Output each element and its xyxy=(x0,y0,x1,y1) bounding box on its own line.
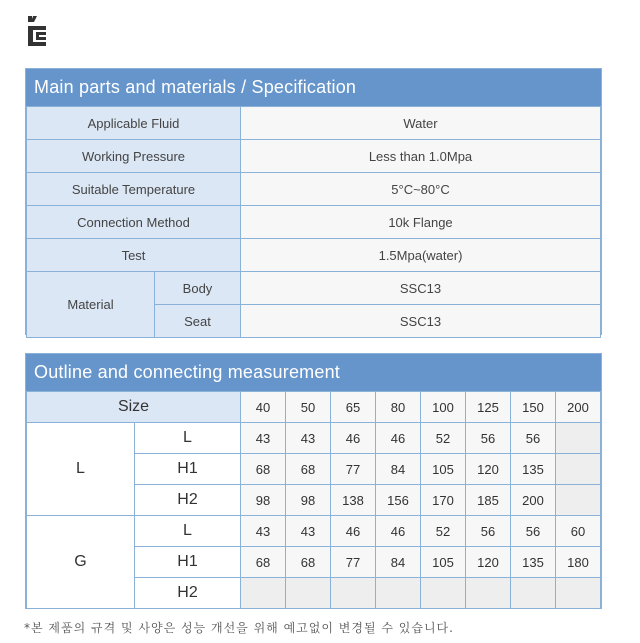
material-label: Material xyxy=(27,272,155,338)
measurement-value: 46 xyxy=(376,516,421,547)
measurement-value: 185 xyxy=(466,485,511,516)
measurement-value: 138 xyxy=(331,485,376,516)
measurement-value: 68 xyxy=(286,547,331,578)
spec-label: Connection Method xyxy=(27,206,241,239)
dimension-label: H2 xyxy=(135,485,241,516)
measurement-value: 43 xyxy=(286,423,331,454)
dimension-label: L xyxy=(135,423,241,454)
measurement-value: 120 xyxy=(466,547,511,578)
measurement-value: 77 xyxy=(331,547,376,578)
dimension-label: H1 xyxy=(135,547,241,578)
spec-label: Working Pressure xyxy=(27,140,241,173)
spec-label: Applicable Fluid xyxy=(27,107,241,140)
measurement-value xyxy=(331,578,376,609)
measurement-value: 46 xyxy=(376,423,421,454)
measurement-value xyxy=(556,454,601,485)
spec-row xyxy=(27,272,601,305)
spec-value: 10k Flange xyxy=(241,206,601,239)
measurement-value: 77 xyxy=(331,454,376,485)
spec-row xyxy=(27,239,601,272)
size-value: 50 xyxy=(286,392,331,423)
size-value: 150 xyxy=(511,392,556,423)
size-label: Size xyxy=(27,392,241,423)
specification-table xyxy=(25,68,602,335)
measurement-value: 84 xyxy=(376,454,421,485)
measurement-value xyxy=(556,423,601,454)
measurement-value: 56 xyxy=(466,423,511,454)
measurement-value: 170 xyxy=(421,485,466,516)
measurement-value: 46 xyxy=(331,423,376,454)
group-label: G xyxy=(27,516,135,609)
measurement-value: 52 xyxy=(421,423,466,454)
measurement-value: 43 xyxy=(241,516,286,547)
spec-row xyxy=(27,206,601,239)
measurement-value: 84 xyxy=(376,547,421,578)
dimension-label: H2 xyxy=(135,578,241,609)
size-value: 65 xyxy=(331,392,376,423)
measurement-value: 135 xyxy=(511,547,556,578)
spec-value: Water xyxy=(241,107,601,140)
kc-certification-mark xyxy=(26,12,48,52)
measurement-value xyxy=(376,578,421,609)
measurement-value: 68 xyxy=(286,454,331,485)
measurement-value: 120 xyxy=(466,454,511,485)
spec-value: 5°C~80°C xyxy=(241,173,601,206)
measurement-value: 43 xyxy=(241,423,286,454)
measurement-row xyxy=(27,516,601,547)
measurement-value: 98 xyxy=(286,485,331,516)
spec-row xyxy=(27,107,601,140)
measurement-value: 60 xyxy=(556,516,601,547)
spec-value: Less than 1.0Mpa xyxy=(241,140,601,173)
measurement-value: 180 xyxy=(556,547,601,578)
specification-title: Main parts and materials / Specification xyxy=(26,69,601,106)
measurement-value xyxy=(556,578,601,609)
footnote: *본 제품의 규격 및 사양은 성능 개선을 위해 예고없이 변경될 수 있습니다. xyxy=(24,621,454,635)
measurement-value: 46 xyxy=(331,516,376,547)
spec-label: Suitable Temperature xyxy=(27,173,241,206)
material-part-value: SSC13 xyxy=(241,305,601,338)
measurement-value: 135 xyxy=(511,454,556,485)
measurement-value: 68 xyxy=(241,547,286,578)
measurement-value: 68 xyxy=(241,454,286,485)
size-value: 200 xyxy=(556,392,601,423)
measurement-value xyxy=(286,578,331,609)
group-label: L xyxy=(27,423,135,516)
size-value: 40 xyxy=(241,392,286,423)
measurement-value xyxy=(421,578,466,609)
measurement-value: 98 xyxy=(241,485,286,516)
measurement-value: 56 xyxy=(511,516,556,547)
measurement-value: 56 xyxy=(511,423,556,454)
spec-label: Test xyxy=(27,239,241,272)
measurement-value: 43 xyxy=(286,516,331,547)
measurement-value xyxy=(466,578,511,609)
measurement-value xyxy=(241,578,286,609)
measurement-value xyxy=(556,485,601,516)
measurement-value: 156 xyxy=(376,485,421,516)
outline-measurement-table xyxy=(25,353,602,609)
dimension-label: H1 xyxy=(135,454,241,485)
measurement-value xyxy=(511,578,556,609)
material-part-label: Seat xyxy=(155,305,241,338)
measurement-value: 105 xyxy=(421,454,466,485)
measurement-value: 52 xyxy=(421,516,466,547)
material-part-label: Body xyxy=(155,272,241,305)
spec-row xyxy=(27,140,601,173)
dimension-label: L xyxy=(135,516,241,547)
size-header-row xyxy=(27,392,601,423)
size-value: 100 xyxy=(421,392,466,423)
measurement-value: 56 xyxy=(466,516,511,547)
outline-title: Outline and connecting measurement xyxy=(26,354,601,391)
measurement-value: 200 xyxy=(511,485,556,516)
spec-value: 1.5Mpa(water) xyxy=(241,239,601,272)
measurement-value: 105 xyxy=(421,547,466,578)
size-value: 125 xyxy=(466,392,511,423)
measurement-row xyxy=(27,423,601,454)
size-value: 80 xyxy=(376,392,421,423)
material-part-value: SSC13 xyxy=(241,272,601,305)
spec-row xyxy=(27,173,601,206)
